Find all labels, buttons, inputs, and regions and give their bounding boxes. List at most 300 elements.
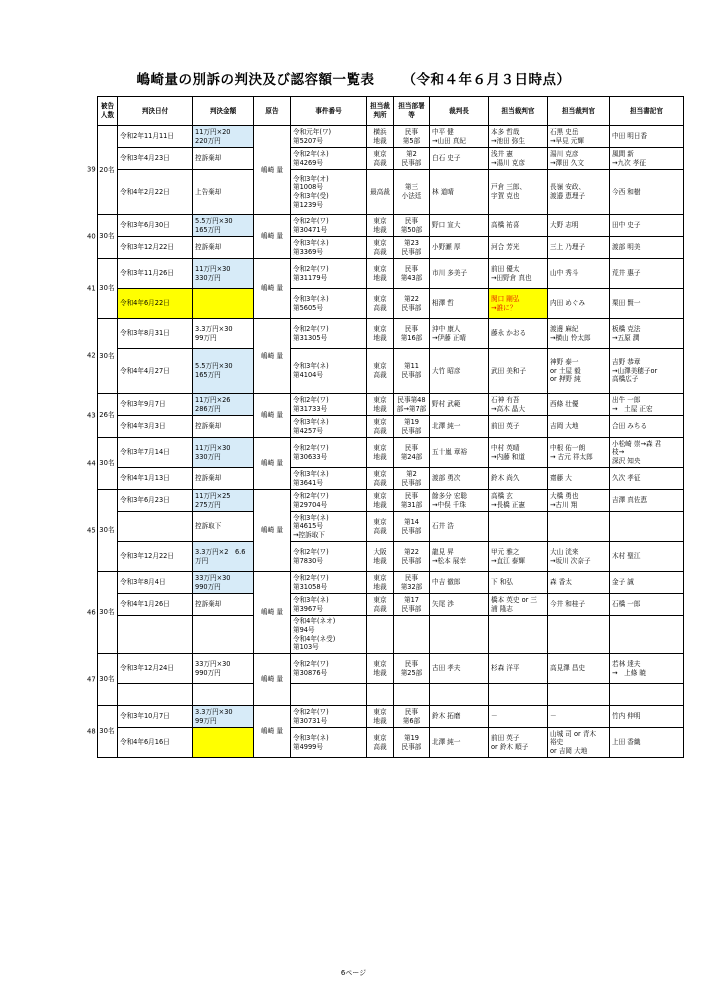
judgment-date: 令和4年1月13日 xyxy=(118,468,193,490)
court-department-line: 部→第7部 xyxy=(396,404,427,413)
court-name-line: 東京 xyxy=(373,573,387,582)
assigned-judge-2 xyxy=(548,572,610,594)
presiding-judge xyxy=(430,319,489,349)
table-row xyxy=(98,148,684,170)
court-name xyxy=(367,215,394,237)
court-department-line: 第31部 xyxy=(400,500,423,509)
plaintiff-name: 嶋崎 量 xyxy=(254,706,291,758)
presiding-judge-line: 相澤 哲 xyxy=(432,299,454,308)
court-department xyxy=(394,416,430,438)
plaintiff-name: 嶋崎 量 xyxy=(254,438,291,490)
case-number-line: 第3369号 xyxy=(293,247,323,256)
judgment-amount-line: 控訴棄却 xyxy=(195,154,222,163)
judgment-date: 令和3年7月14日 xyxy=(118,438,193,468)
judgment-date: 令和3年12月24日 xyxy=(118,654,193,684)
court-clerk-line: →山澤美穂子or xyxy=(612,366,658,375)
court-clerk-line: 石橋 一郎 xyxy=(612,600,641,609)
assigned-judge-1-line: →内藤 和道 xyxy=(491,452,525,461)
case-number-line: 第29704号 xyxy=(293,500,328,509)
court-department-line: 民事 xyxy=(404,573,419,582)
court-clerk-line: →五原 潤 xyxy=(612,333,640,342)
case-number-line: 第4269号 xyxy=(293,158,323,167)
case-number xyxy=(291,215,367,237)
assigned-judge-1-line: 本多 哲哉 xyxy=(491,127,520,136)
case-number-line: 第31733号 xyxy=(293,404,328,413)
case-number xyxy=(291,126,367,148)
assigned-judge-1-line: 高橋 玄 xyxy=(491,491,513,500)
court-department-line: 第19 xyxy=(404,417,419,426)
assigned-judge-1 xyxy=(489,512,548,542)
judgment-amount xyxy=(193,490,254,512)
court-department-line: 民事部 xyxy=(401,556,422,565)
group-count: 30名 xyxy=(99,284,115,293)
court-clerk-line: 吉澤 真佐恵 xyxy=(612,496,648,505)
court-name-line: 東京 xyxy=(373,417,387,426)
case-number-line: 令和2年(ワ) xyxy=(293,324,329,333)
case-number xyxy=(291,349,367,394)
judgment-amount-line: 330万円 xyxy=(195,273,221,282)
case-number-line: 令和2年(ネ) xyxy=(293,149,329,158)
court-department xyxy=(394,319,430,349)
defendant-count xyxy=(87,319,118,394)
court-clerk xyxy=(610,572,684,594)
court-department-line: 第25部 xyxy=(400,668,423,677)
assigned-judge-2 xyxy=(548,684,610,706)
judgment-amount-line: 11万円×30 xyxy=(195,443,231,452)
presiding-judge xyxy=(430,468,489,490)
judgment-amount-line: 220万円 xyxy=(195,136,221,145)
court-name xyxy=(367,684,394,706)
defendant-count xyxy=(87,215,118,259)
case-number xyxy=(291,438,367,468)
court-department-line: 民事部 xyxy=(401,371,422,379)
presiding-judge-line: 五十嵐 章裕 xyxy=(432,448,468,457)
presiding-judge xyxy=(430,728,489,758)
case-number-line: 令和2年(ワ) xyxy=(293,659,329,668)
group-number: 48 xyxy=(87,727,96,736)
court-clerk-line: 若林 達夫 xyxy=(612,659,641,668)
case-number-line: 第30876号 xyxy=(293,668,328,677)
court-department-line: 民事 xyxy=(404,491,419,500)
court-name-line: 地裁 xyxy=(373,556,387,565)
court-department-line: 第2 xyxy=(406,469,417,478)
case-number-line: 第31305号 xyxy=(293,333,328,342)
assigned-judge-1-line: 前田 英子 xyxy=(491,733,520,742)
judgment-date: 令和2年11月11日 xyxy=(118,126,193,148)
case-number xyxy=(291,654,367,684)
header-col-3: 原告 xyxy=(254,97,291,126)
court-department xyxy=(394,237,430,259)
judgment-amount-line: 99万円 xyxy=(195,716,217,725)
court-department-line: 民事部 xyxy=(401,303,422,312)
table-row xyxy=(98,728,684,758)
assigned-judge-1 xyxy=(489,416,548,438)
group-count: 20名 xyxy=(99,165,115,174)
table-row xyxy=(98,215,684,237)
case-number xyxy=(291,706,367,728)
table-row xyxy=(98,684,684,706)
header-col-6: 担当部署等 xyxy=(394,97,430,126)
title-date: （令和４年６月３日時点） xyxy=(402,72,571,88)
header-col-1: 判決日付 xyxy=(118,97,193,126)
court-name-line: 東京 xyxy=(373,491,387,500)
assigned-judge-2-line: 神野 泰一 xyxy=(550,358,579,367)
table-row xyxy=(98,126,684,148)
assigned-judge-2 xyxy=(548,237,610,259)
court-name-line: 東京 xyxy=(373,707,387,716)
assigned-judge-1 xyxy=(489,490,548,512)
plaintiff-name: 嶋崎 量 xyxy=(254,126,291,215)
assigned-judge-2-line: － xyxy=(550,712,557,721)
judgment-amount-line: 990万円 xyxy=(195,582,221,591)
table-row xyxy=(98,594,684,616)
court-clerk-line: 小松崎 崇→森 君 xyxy=(612,439,662,448)
presiding-judge-line: 鈴木 拓磨 xyxy=(432,712,461,721)
header-col-5: 担当裁判所 xyxy=(367,97,394,126)
judgment-amount-line: 3.3万円×30 xyxy=(195,324,233,333)
table-row xyxy=(98,438,684,468)
court-clerk xyxy=(610,490,684,512)
presiding-judge-line: 中平 健 xyxy=(432,127,454,136)
judgment-date: 令和3年6月23日 xyxy=(118,490,193,512)
judgment-date xyxy=(118,616,193,654)
court-clerk xyxy=(610,416,684,438)
court-name-line: 地裁 xyxy=(373,273,387,282)
court-department xyxy=(394,616,430,654)
assigned-judge-2-line: 高見澤 昌史 xyxy=(550,664,586,673)
court-department xyxy=(394,438,430,468)
assigned-judge-2-line: 吉岡 大地 xyxy=(550,422,579,431)
court-clerk xyxy=(610,512,684,542)
case-number-line: 令和元年(ワ) xyxy=(293,127,332,136)
case-number-line: 第31058号 xyxy=(293,582,328,591)
defendant-count xyxy=(87,654,118,706)
court-department-line: 民事 xyxy=(404,659,419,668)
case-number-line: 令和3年(ネ) xyxy=(293,362,329,371)
court-name-line: 高裁 xyxy=(373,158,387,167)
case-number-line: 第1239号 xyxy=(293,200,323,209)
court-clerk xyxy=(610,148,684,170)
case-number-line: 第5207号 xyxy=(293,136,323,145)
court-department-line: 第三 xyxy=(404,183,419,192)
page-title xyxy=(0,68,707,88)
assigned-judge-2-line: 渡邉 恵理子 xyxy=(550,192,586,200)
court-name xyxy=(367,289,394,319)
court-department xyxy=(394,684,430,706)
judgment-amount-line: 275万円 xyxy=(195,500,221,509)
group-count: 30名 xyxy=(99,526,115,535)
table-row xyxy=(98,289,684,319)
table-body xyxy=(87,126,684,758)
judgment-amount xyxy=(193,728,254,758)
judgment-amount-line: 3.3万円×2 6.6 xyxy=(195,547,246,556)
assigned-judge-2-line: → 古元 祥太郎 xyxy=(550,452,593,461)
defendant-count xyxy=(87,706,118,758)
presiding-judge xyxy=(430,706,489,728)
case-number xyxy=(291,594,367,616)
case-number-line: 第4615号 xyxy=(293,522,323,531)
case-number-line: 令和2年(ワ) xyxy=(293,547,329,556)
assigned-judge-2 xyxy=(548,542,610,572)
presiding-judge xyxy=(430,259,489,289)
court-name-line: 東京 xyxy=(373,238,387,247)
court-department-line: 民事部 xyxy=(401,604,422,613)
assigned-judge-2-line: 大橋 勇也 xyxy=(550,491,579,500)
court-department-line: 民事 xyxy=(404,216,419,225)
court-name-line: 高裁 xyxy=(373,426,387,435)
case-number-line: 令和3年(ネ) xyxy=(293,733,329,742)
court-name-line: 地裁 xyxy=(373,500,387,509)
presiding-judge xyxy=(430,126,489,148)
assigned-judge-1 xyxy=(489,706,548,728)
court-name-line: 高裁 xyxy=(373,526,387,535)
judgment-date: 令和3年4月23日 xyxy=(118,148,193,170)
assigned-judge-2-line: 湯川 克彦 xyxy=(550,149,579,158)
court-clerk xyxy=(610,126,684,148)
table-row xyxy=(98,259,684,289)
plaintiff-name: 嶋崎 量 xyxy=(254,319,291,394)
court-name-line: 高裁 xyxy=(373,371,387,379)
assigned-judge-2 xyxy=(548,148,610,170)
presiding-judge-line: 野口 宣大 xyxy=(432,221,461,230)
assigned-judge-2-line: 今井 和桂子 xyxy=(550,600,586,609)
presiding-judge xyxy=(430,512,489,542)
case-number-line: 令和2年(ワ) xyxy=(293,395,329,404)
court-clerk xyxy=(610,259,684,289)
case-number-line: →控訴取下 xyxy=(293,530,325,539)
court-department-line: 民事部 xyxy=(401,742,422,751)
assigned-judge-1-line: →誰に？ xyxy=(491,303,517,312)
court-name-line: 東京 xyxy=(373,324,387,333)
judgment-amount-line: 11万円×20 xyxy=(195,127,231,136)
judgment-amount-line: 控訴棄却 xyxy=(195,243,222,252)
assigned-judge-2-line: 石黒 史岳 xyxy=(550,127,579,136)
assigned-judge-1-line: 浅井 憲 xyxy=(491,149,513,158)
defendant-count xyxy=(87,490,118,572)
judgment-amount-line: 5.5万円×30 xyxy=(195,362,233,371)
court-name-line: 横浜 xyxy=(373,127,387,136)
table-row xyxy=(98,542,684,572)
judgment-amount xyxy=(193,170,254,215)
presiding-judge-line: 沖中 康人 xyxy=(432,324,461,333)
judgment-date: 令和3年10月7日 xyxy=(118,706,193,728)
court-name-line: 東京 xyxy=(373,733,387,742)
judgment-amount xyxy=(193,438,254,468)
assigned-judge-1-line: →直江 泰輝 xyxy=(491,556,525,565)
judgment-amount-line: 控訴棄却 xyxy=(195,422,222,431)
assigned-judge-2 xyxy=(548,706,610,728)
case-number xyxy=(291,259,367,289)
court-name-line: 高裁 xyxy=(373,742,387,751)
case-number xyxy=(291,319,367,349)
judgment-amount-line: 5.5万円×30 xyxy=(195,216,233,225)
assigned-judge-1 xyxy=(489,684,548,706)
court-name xyxy=(367,654,394,684)
group-number: 47 xyxy=(87,675,96,684)
presiding-judge xyxy=(430,394,489,416)
case-number-line: 第1008号 xyxy=(293,183,323,192)
presiding-judge-line: →中俣 千珠 xyxy=(432,500,466,509)
table-row xyxy=(98,616,684,654)
assigned-judge-1 xyxy=(489,237,548,259)
court-department xyxy=(394,594,430,616)
court-name xyxy=(367,468,394,490)
assigned-judge-1 xyxy=(489,215,548,237)
court-clerk xyxy=(610,654,684,684)
case-number-line: 令和3年(受) xyxy=(293,192,329,200)
court-name xyxy=(367,728,394,758)
court-clerk xyxy=(610,728,684,758)
table-row xyxy=(98,319,684,349)
court-department-line: 民事部 xyxy=(401,526,422,535)
case-number xyxy=(291,416,367,438)
header-col-10: 担当書記官 xyxy=(610,97,684,126)
assigned-judge-2 xyxy=(548,416,610,438)
judgment-amount-line: 286万円 xyxy=(195,404,221,413)
defendant-count xyxy=(87,394,118,438)
assigned-judge-2-line: 山城 司 or 青木 xyxy=(550,729,597,738)
case-number-line: 第4104号 xyxy=(293,371,323,379)
assigned-judge-2 xyxy=(548,289,610,319)
presiding-judge xyxy=(430,594,489,616)
court-name xyxy=(367,319,394,349)
assigned-judge-1-line: 橋本 英史 or 三 xyxy=(491,595,538,604)
judgment-amount-line: 165万円 xyxy=(195,371,221,379)
assigned-judge-2-line: →坂川 次奈子 xyxy=(550,556,591,565)
court-clerk-line: 田中 史子 xyxy=(612,221,641,230)
presiding-judge-line: 市川 多美子 xyxy=(432,269,468,278)
assigned-judge-1 xyxy=(489,170,548,215)
court-department-line: 民事 xyxy=(404,127,419,136)
court-department xyxy=(394,148,430,170)
assigned-judge-1-line: →池田 弥生 xyxy=(491,136,525,145)
court-clerk xyxy=(610,237,684,259)
court-department-line: 民事 xyxy=(404,264,419,273)
group-count: 30名 xyxy=(99,459,115,468)
plaintiff-name: 嶋崎 量 xyxy=(254,654,291,706)
presiding-judge-line: 古田 孝夫 xyxy=(432,664,461,673)
court-clerk-line: 栗田 賢一 xyxy=(612,299,641,308)
court-name-line: 東京 xyxy=(373,294,387,303)
judgment-amount-line: 330万円 xyxy=(195,452,221,461)
presiding-judge xyxy=(430,684,489,706)
court-name-line: 地裁 xyxy=(373,452,387,461)
court-clerk xyxy=(610,616,684,654)
header-col-0: 被告人数 xyxy=(98,97,118,126)
group-number: 44 xyxy=(87,459,96,468)
court-department xyxy=(394,572,430,594)
assigned-judge-2 xyxy=(548,126,610,148)
presiding-judge-line: 石井 浩 xyxy=(432,522,454,531)
court-department-line: 第50部 xyxy=(400,225,423,234)
judgment-amount xyxy=(193,654,254,684)
judgment-amount xyxy=(193,542,254,572)
case-number xyxy=(291,542,367,572)
defendant-count xyxy=(87,126,118,215)
judgment-amount xyxy=(193,594,254,616)
court-clerk-line: 久次 孝征 xyxy=(612,474,641,483)
case-number xyxy=(291,684,367,706)
assigned-judge-2-line: 山中 秀斗 xyxy=(550,269,579,278)
group-number: 42 xyxy=(87,351,96,360)
assigned-judge-2-line: 齋藤 大 xyxy=(550,474,572,483)
assigned-judge-1 xyxy=(489,289,548,319)
court-name-line: 東京 xyxy=(373,216,387,225)
assigned-judge-1-line: 石神 有吾 xyxy=(491,395,520,404)
court-name xyxy=(367,542,394,572)
assigned-judge-2 xyxy=(548,259,610,289)
defendant-count xyxy=(87,572,118,654)
case-number xyxy=(291,148,367,170)
judgment-amount-line: 上告棄却 xyxy=(195,187,222,196)
assigned-judge-1-line: 宇賀 克也 xyxy=(491,192,520,200)
court-department-line: 民事部 xyxy=(401,158,422,167)
assigned-judge-2 xyxy=(548,319,610,349)
case-number-line: 令和3年(ネ) xyxy=(293,469,329,478)
judgment-amount xyxy=(193,126,254,148)
court-clerk-line: 板橋 克法 xyxy=(612,324,641,333)
presiding-judge xyxy=(430,416,489,438)
court-clerk-line: 木村 聖江 xyxy=(612,552,641,561)
court-department-line: 第17 xyxy=(404,595,419,604)
court-clerk-line: → 上條 暁 xyxy=(612,668,646,677)
case-number xyxy=(291,468,367,490)
judgment-amount xyxy=(193,237,254,259)
court-department-line: 第22 xyxy=(404,547,419,556)
assigned-judge-2 xyxy=(548,490,610,512)
judgment-amount xyxy=(193,319,254,349)
header-row xyxy=(98,97,684,126)
page-number: 6ページ xyxy=(340,969,367,977)
case-number xyxy=(291,237,367,259)
assigned-judge-1-line: 戸倉 三郎、 xyxy=(491,183,527,192)
court-department xyxy=(394,490,430,512)
presiding-judge-line: 餘多分 宏聡 xyxy=(432,491,468,500)
assigned-judge-2-line: 中根 佑一朗 xyxy=(550,443,586,452)
court-department-line: 第32部 xyxy=(400,582,423,591)
presiding-judge xyxy=(430,616,489,654)
court-clerk-line: 高橋広子 xyxy=(612,375,639,384)
court-department xyxy=(394,349,430,394)
assigned-judge-2 xyxy=(548,468,610,490)
judgment-amount xyxy=(193,512,254,542)
assigned-judge-1 xyxy=(489,394,548,416)
plaintiff-name: 嶋崎 量 xyxy=(254,490,291,572)
judgment-amount-line: 11万円×26 xyxy=(195,395,231,404)
case-number-line: 令和2年(ワ) xyxy=(293,573,329,582)
court-name xyxy=(367,237,394,259)
case-number-line: 第4257号 xyxy=(293,426,323,435)
court-clerk xyxy=(610,542,684,572)
court-clerk-line: 荒井 惠子 xyxy=(612,269,641,278)
court-clerk xyxy=(610,684,684,706)
judgment-amount-line: 控訴棄却 xyxy=(195,600,222,609)
court-department-line: 第6部 xyxy=(402,716,421,725)
case-number xyxy=(291,728,367,758)
assigned-judge-1 xyxy=(489,616,548,654)
judgment-amount-line: 99万円 xyxy=(195,333,217,342)
case-number-line: 第5605号 xyxy=(293,303,323,312)
court-department-line: 第43部 xyxy=(400,273,423,282)
court-department xyxy=(394,289,430,319)
assigned-judge-2 xyxy=(548,215,610,237)
court-name-line: 東京 xyxy=(373,443,387,452)
judgment-amount xyxy=(193,215,254,237)
group-count: 30名 xyxy=(99,351,115,360)
court-department-line: 第22 xyxy=(404,294,419,303)
court-name xyxy=(367,594,394,616)
defendant-count xyxy=(87,438,118,490)
